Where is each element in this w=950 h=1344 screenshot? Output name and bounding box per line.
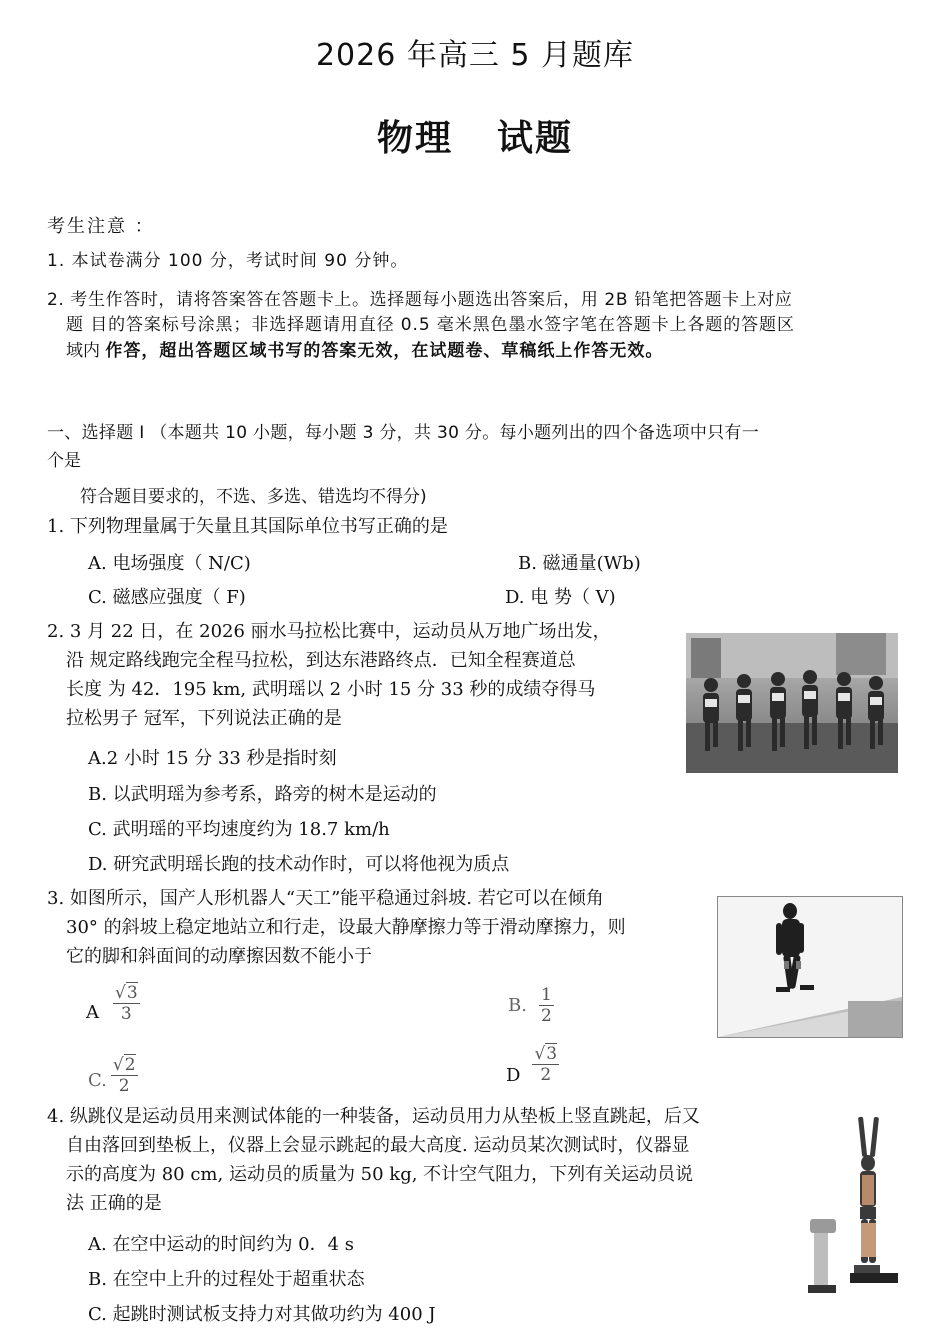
question-3-option-b-label: B. [508, 995, 527, 1016]
robot-on-slope-illustration [718, 897, 902, 1037]
question-3-option-c-fraction: $\frac{√2}{2}$ [112, 1055, 136, 1096]
question-3-line-1: 3. 如图所示，国产人形机器人“天工”能平稳通过斜坡. 若它可以在倾角 [47, 888, 604, 909]
question-2-option-c: C. 武明瑶的平均速度约为 18.7 km/h [88, 819, 390, 840]
section-heading-line-2: 个是 [47, 451, 81, 471]
question-1-option-c: C. 磁感应强度（ F) [88, 587, 246, 608]
fraction-numerator: 3 [546, 1044, 558, 1064]
question-4-line-2: 自由落回到垫板上，仪器上会显示跳起的最大高度. 运动员某次测试时，仪器显 [66, 1135, 690, 1156]
fraction-numerator: 1 [540, 985, 552, 1005]
question-4-option-c: C. 起跳时测试板支持力对其做功约为 400 J [88, 1304, 436, 1325]
robot-slope-photo [717, 896, 903, 1038]
question-2-line-4: 拉松男子 冠军，下列说法正确的是 [66, 708, 342, 729]
marathon-runners-illustration [686, 633, 898, 773]
fraction-numerator: 3 [126, 983, 138, 1003]
question-2-line-3: 长度 为 42．195 km, 武明瑶以 2 小时 15 分 33 秒的成绩夺得马 [66, 679, 596, 700]
notice-item-2-line-3b: 作答，超出答题区域书写的答案无效，在试题卷、草稿纸上作答无效。 [105, 341, 664, 361]
question-2-line-2: 沿 规定路线跑完全程马拉松，到达东港路终点．已知全程赛道总 [66, 650, 576, 671]
notice-item-1: 1. 本试卷满分 100 分，考试时间 90 分钟。 [47, 251, 409, 271]
question-2-option-d: D. 研究武明瑶长跑的技术动作时，可以将他视为质点 [88, 854, 510, 875]
section-heading-line-3: 符合题目要求的，不选、多选、错选均不得分) [80, 487, 427, 507]
question-2-line-1: 2. 3 月 22 日，在 2026 丽水马拉松比赛中，运动员从万地广场出发， [47, 621, 611, 642]
question-4-option-b: B. 在空中上升的过程处于超重状态 [88, 1269, 365, 1290]
question-1-option-b: B. 磁通量(Wb) [518, 553, 641, 574]
question-3-option-b [508, 985, 554, 1026]
notice-item-2-line-3a: 域内 [66, 341, 106, 361]
page-subtitle: 物理 试题 [376, 118, 573, 158]
fraction-denominator: 2 [118, 1076, 130, 1096]
fraction-denominator: 2 [540, 1006, 552, 1026]
fraction-denominator: 3 [120, 1004, 132, 1024]
question-3-option-d [506, 1043, 559, 1086]
question-1-option-d: D. 电 势（ V) [505, 587, 616, 608]
question-4-line-4: 法 正确的是 [66, 1193, 162, 1214]
question-3-option-a-fraction: $\frac{√3}{3}$ [115, 983, 138, 1024]
question-3-option-b-fraction [539, 985, 554, 1026]
question-1-option-a: A. 电场强度（ N/C) [88, 553, 251, 574]
notice-item-2-line-1: 2. 考生作答时，请将答案答在答题卡上。选择题每小题选出答案后，用 2B 铅笔把答题卡上对应 [47, 290, 793, 310]
marathon-photo [686, 633, 898, 773]
notice-heading: 考生注意 ： [47, 216, 155, 237]
question-3-option-a-label: A [86, 1002, 99, 1023]
question-3-option-a [86, 983, 140, 1024]
question-3-option-d-fraction: $\frac{√3}{2}$ [534, 1044, 558, 1085]
section-heading-line-1: 一、选择题 I （本题共 10 小题，每小题 3 分，共 30 分。每小题列出的四个备选项中只有一 [47, 423, 760, 443]
question-3-line-2: 30° 的斜坡上稳定地站立和行走，设最大静摩擦力等于滑动摩擦力，则 [66, 917, 626, 938]
page-title: 2026 年高三 5 月题库 [315, 38, 635, 73]
question-4-option-a: A. 在空中运动的时间约为 0．4 s [88, 1234, 355, 1255]
notice-item-2-line-3 [66, 338, 663, 364]
jump-tester-photo [806, 1115, 906, 1297]
question-4-line-3: 示的高度为 80 cm, 运动员的质量为 50 kg, 不计空气阻力，下列有关运动员说 [66, 1164, 694, 1185]
question-3-line-3: 它的脚和斜面间的动摩擦因数不能小于 [66, 946, 372, 967]
question-2-option-a: A.2 小时 15 分 33 秒是指时刻 [88, 748, 337, 769]
question-3-option-c [88, 1055, 138, 1096]
question-1-stem: 1. 下列物理量属于矢量且其国际单位书写正确的是 [47, 516, 448, 537]
question-2-option-b: B. 以武明瑶为参考系，路旁的树木是运动的 [88, 784, 437, 805]
athlete-jump-illustration [806, 1115, 906, 1297]
fraction-numerator: 2 [124, 1055, 136, 1075]
fraction-denominator: 2 [540, 1065, 552, 1085]
question-3-option-c-label: C. [88, 1070, 107, 1091]
question-4-line-1: 4. 纵跳仪是运动员用来测试体能的一种装备，运动员用力从垫板上竖直跳起，后又 [47, 1106, 700, 1127]
question-3-option-d-label: D [506, 1065, 521, 1086]
notice-item-2-line-2: 题 目的答案标号涂黑；非选择题请用直径 0.5 毫米黑色墨水签字笔在答题卡上各题的答题区 [66, 315, 795, 335]
